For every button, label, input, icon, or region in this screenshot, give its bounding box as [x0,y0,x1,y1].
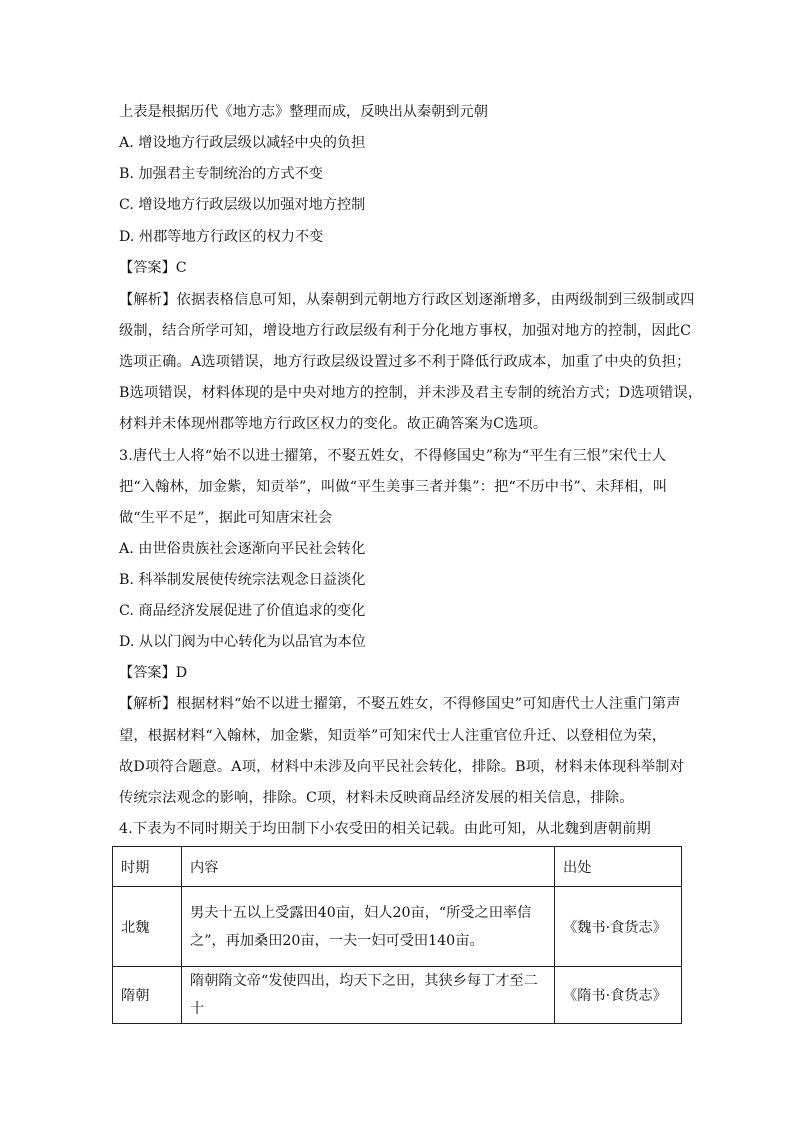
q4-stem: 4.下表为不同时期关于均田制下小农受田的相关记载。由此可知，从北魏到唐朝前期 [119,821,651,837]
q2-analysis-line: 选项正确。A选项错误，地方行政层级设置过多不利于降低行政成本，加重了中央的负担； [119,354,691,370]
q3-option-d: D. 从以门阀为中心转化为以品官为本位 [119,634,366,650]
q2-analysis-line: 【解析】依据表格信息可知，从秦朝到元朝地方行政区划逐渐增多，由两级制到三级制或四 [119,292,695,308]
q3-stem-line: 把“入翰林，加金紫，知贡举”，叫做“平生美事三者并集”：把“不历中书”、未拜相，叫 [119,479,668,495]
q3-option-a: A. 由世俗贵族社会逐渐向平民社会转化 [119,541,366,557]
header-period: 时期 [113,847,182,887]
q3-stem-line: 3.唐代士人将“始不以进士擢第，不娶五姓女，不得修国史”称为“平生有三恨”宋代士人 [119,448,667,464]
q2-analysis-line: B选项错误，材料体现的是中央对地方的控制，并未涉及君主专制的统治方式；D选项错误， [119,385,703,401]
q3-answer: 【答案】D [119,665,188,681]
header-content: 内容 [182,847,555,887]
cell-content [182,887,555,967]
q3-analysis-line: 传统宗法观念的影响，排除。C项，材料未反映商品经济发展的相关信息，排除。 [119,790,634,806]
cell-content-line: 男夫十五以上受露田40亩，妇人20亩，“所受之田率信 [190,904,532,921]
cell-content-line: 之”，再加桑田20亩，一夫一妇可受田140亩。 [190,932,484,949]
cell-source: 《魏书·食货志》 [555,887,682,967]
q4-table [112,846,682,1024]
q2-analysis-line: 材料并未体现州郡等地方行政区权力的变化。故正确答案为C选项。 [119,416,548,432]
q3-analysis-line: 望，根据材料“入翰林，加金紫，知贡举”可知宋代士人注重官位升迁、以登相位为荣， [119,728,667,744]
table-row [113,887,682,967]
cell-content [182,967,555,1024]
q2-option-d: D. 州郡等地方行政区的权力不变 [119,229,324,245]
cell-content-line: 隋朝隋文帝“发使四出，均天下之田，其狭乡每丁才至二十 [190,973,538,1017]
cell-period: 北魏 [113,887,182,967]
cell-period: 隋朝 [113,967,182,1024]
q3-option-c: C. 商品经济发展促进了价值追求的变化 [119,603,366,619]
q2-analysis-line: 级制，结合所学可知，增设地方行政层级有利于分化地方事权，加强对地方的控制，因此C [119,323,692,339]
q2-option-b: B. 加强君主专制统治的方式不变 [119,166,323,182]
q3-analysis-line: 【解析】根据材料“始不以进士擢第，不娶五姓女，不得修国史”可知唐代士人注重门第声 [119,696,681,712]
q3-analysis-line: 故D项符合题意。A项，材料中未涉及向平民社会转化，排除。B项，材料未体现科举制对 [119,759,684,775]
q2-stem: 上表是根据历代《地方志》整理而成，反映出从秦朝到元朝 [119,104,488,120]
q2-option-c: C. 增设地方行政层级以加强对地方控制 [119,197,366,213]
header-source: 出处 [555,847,682,887]
q3-stem-line: 做“生平不足”，据此可知唐宋社会 [119,510,333,526]
table-header-row [113,847,682,887]
q2-answer: 【答案】C [119,260,187,276]
q2-option-a: A. 增设地方行政层级以减轻中央的负担 [119,135,366,151]
cell-source: 《隋书·食货志》 [555,967,682,1024]
q3-option-b: B. 科举制发展使传统宗法观念日益淡化 [119,572,366,588]
table-row [113,967,682,1024]
